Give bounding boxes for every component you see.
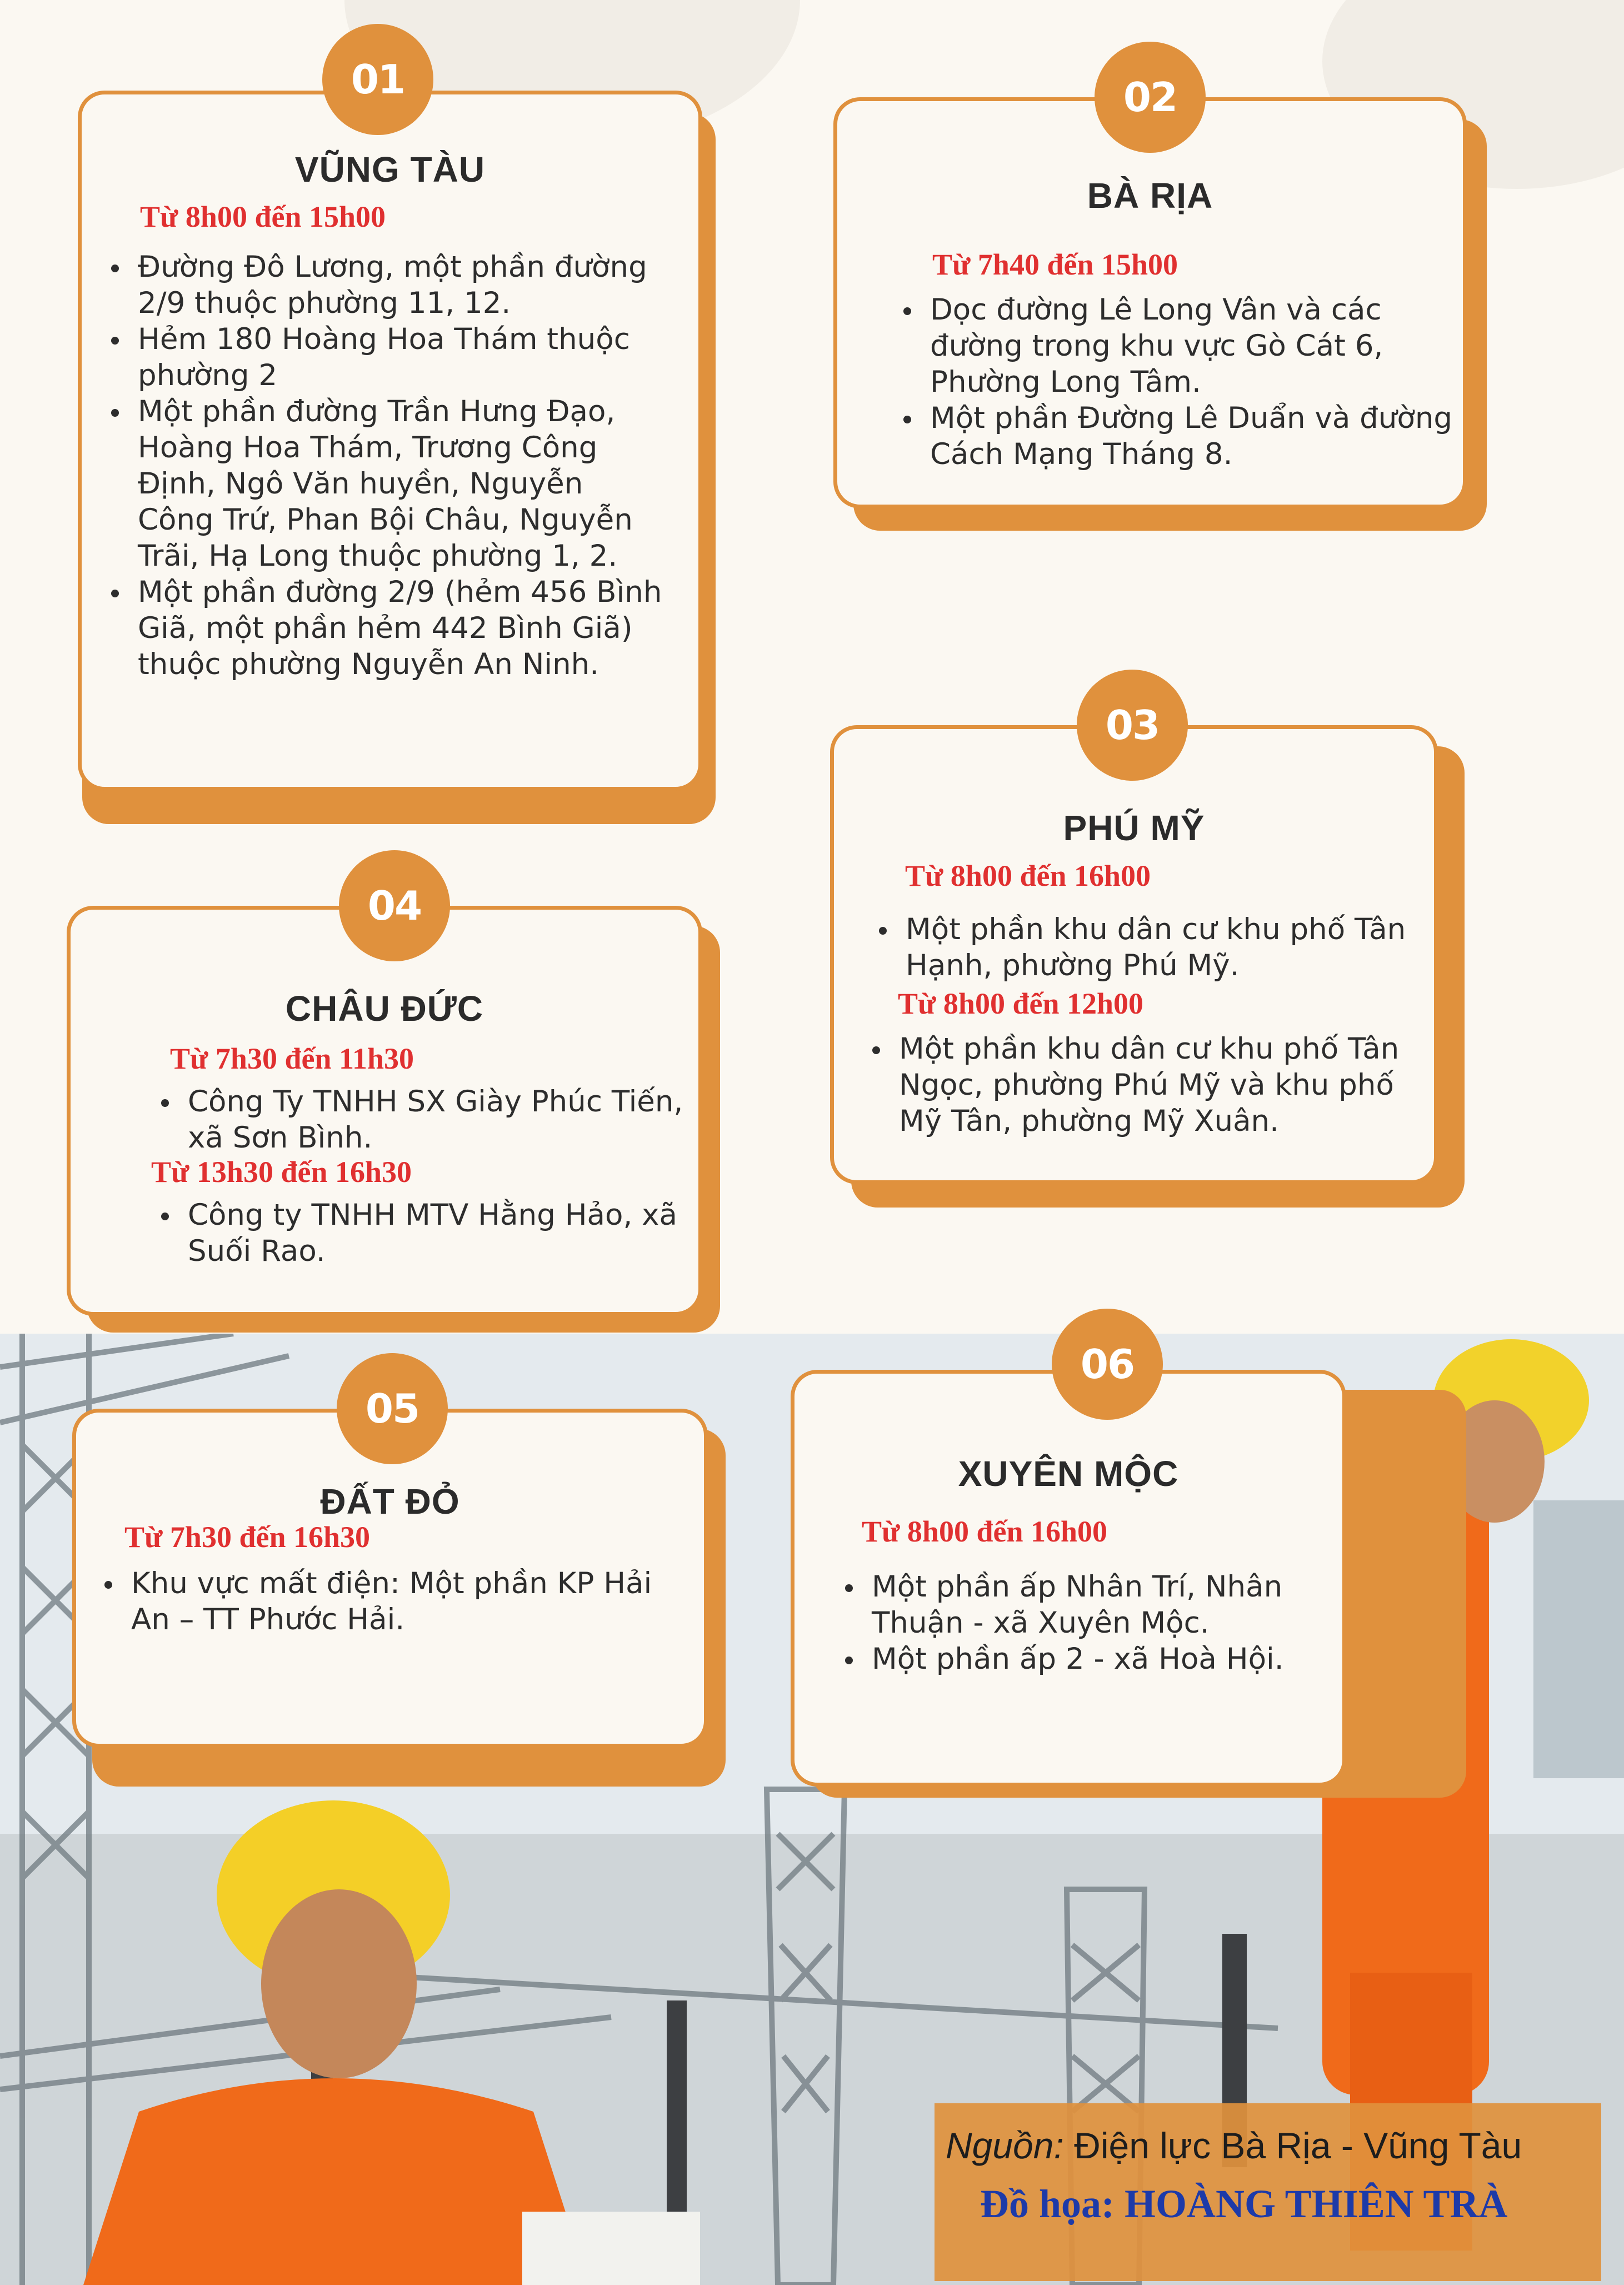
time-range: Từ 8h00 đến 12h00 — [898, 987, 1144, 1020]
card-title: CHÂU ĐỨC — [285, 989, 484, 1029]
list-item: Một phần khu dân cư khu phố Tân Ngọc, phường Phú Mỹ và khu phố Mỹ Tân, phường Mỹ Xuân. — [868, 1031, 1429, 1139]
list-item: Một phần Đường Lê Duẩn và đường Cách Mạng Tháng 8. — [899, 400, 1455, 472]
card-number-badge: 06 — [1052, 1309, 1163, 1420]
card-phu-my — [830, 702, 1465, 1208]
area-list — [107, 249, 668, 682]
list-item: Một phần đường 2/9 (hẻm 456 Bình Giã, một phần hẻm 442 Bình Giã) thuộc phường Nguyễn An Ninh. — [107, 574, 668, 682]
time-range: Từ 13h30 đến 16h30 — [151, 1155, 412, 1189]
card-chau-duc — [67, 882, 720, 1333]
card-title: XUYÊN MỘC — [958, 1454, 1179, 1494]
list-item: Một phần ấp Nhân Trí, Nhân Thuận - xã Xuyên Mộc. — [841, 1569, 1330, 1641]
time-range: Từ 7h30 đến 11h30 — [170, 1042, 414, 1075]
list-item: Một phần khu dân cư khu phố Tân Hạnh, phường Phú Mỹ. — [875, 911, 1430, 984]
time-range: Từ 8h00 đến 16h00 — [905, 859, 1151, 892]
card-number-badge: 03 — [1077, 670, 1188, 781]
card-vung-tau — [78, 56, 716, 824]
area-list — [899, 292, 1455, 472]
area-list — [868, 1031, 1429, 1139]
list-item: Một phần ấp 2 - xã Hoà Hội. — [841, 1641, 1330, 1677]
card-number-badge: 02 — [1095, 42, 1206, 153]
card-number-badge: 01 — [322, 24, 433, 135]
source-value: Điện lực Bà Rịa - Vũng Tàu — [1063, 2125, 1522, 2166]
credit-box — [935, 2103, 1601, 2281]
time-range: Từ 7h40 đến 15h00 — [932, 248, 1178, 281]
card-number-badge: 05 — [337, 1353, 448, 1464]
card-title: BÀ RỊA — [1087, 176, 1213, 216]
source-line — [946, 2124, 1522, 2167]
card-xuyen-moc — [791, 1341, 1466, 1798]
list-item: Hẻm 180 Hoàng Hoa Thám thuộc phường 2 — [107, 321, 668, 393]
area-list — [157, 1197, 690, 1269]
card-title: VŨNG TÀU — [294, 149, 486, 189]
list-item: Dọc đường Lê Long Vân và các đường trong khu vực Gò Cát 6, Phường Long Tâm. — [899, 292, 1455, 400]
time-range: Từ 7h30 đến 16h30 — [124, 1520, 371, 1554]
list-item: Một phần đường Trần Hưng Đạo, Hoàng Hoa Thám, Trương Công Định, Ngô Văn huyền, Nguyễn Công Trứ, Phan Bội Châu, Nguyễn Trãi, Hạ Long thuộc phường 1, 2. — [107, 393, 668, 574]
area-list — [100, 1565, 678, 1638]
list-item: Công ty TNHH MTV Hằng Hảo, xã Suối Rao. — [157, 1197, 690, 1269]
area-list — [157, 1084, 690, 1156]
card-dat-do — [72, 1385, 726, 1787]
time-range: Từ 8h00 đến 16h00 — [862, 1515, 1108, 1548]
card-number-badge: 04 — [339, 850, 450, 961]
area-list — [841, 1569, 1330, 1677]
card-title: ĐẤT ĐỎ — [320, 1481, 460, 1521]
card-title: PHÚ MỸ — [1063, 808, 1205, 848]
source-label: Nguồn: — [946, 2125, 1064, 2166]
graphics-credit: Đồ họa: HOÀNG THIÊN TRÀ — [980, 2182, 1508, 2226]
card-ba-ria — [833, 74, 1487, 531]
time-range: Từ 8h00 đến 15h00 — [140, 200, 386, 233]
list-item: Khu vực mất điện: Một phần KP Hải An – TT Phước Hải. — [100, 1565, 678, 1638]
list-item: Công Ty TNHH SX Giày Phúc Tiến, xã Sơn Bình. — [157, 1084, 690, 1156]
list-item: Đường Đô Lương, một phần đường 2/9 thuộc phường 11, 12. — [107, 249, 668, 321]
area-list — [875, 911, 1430, 984]
